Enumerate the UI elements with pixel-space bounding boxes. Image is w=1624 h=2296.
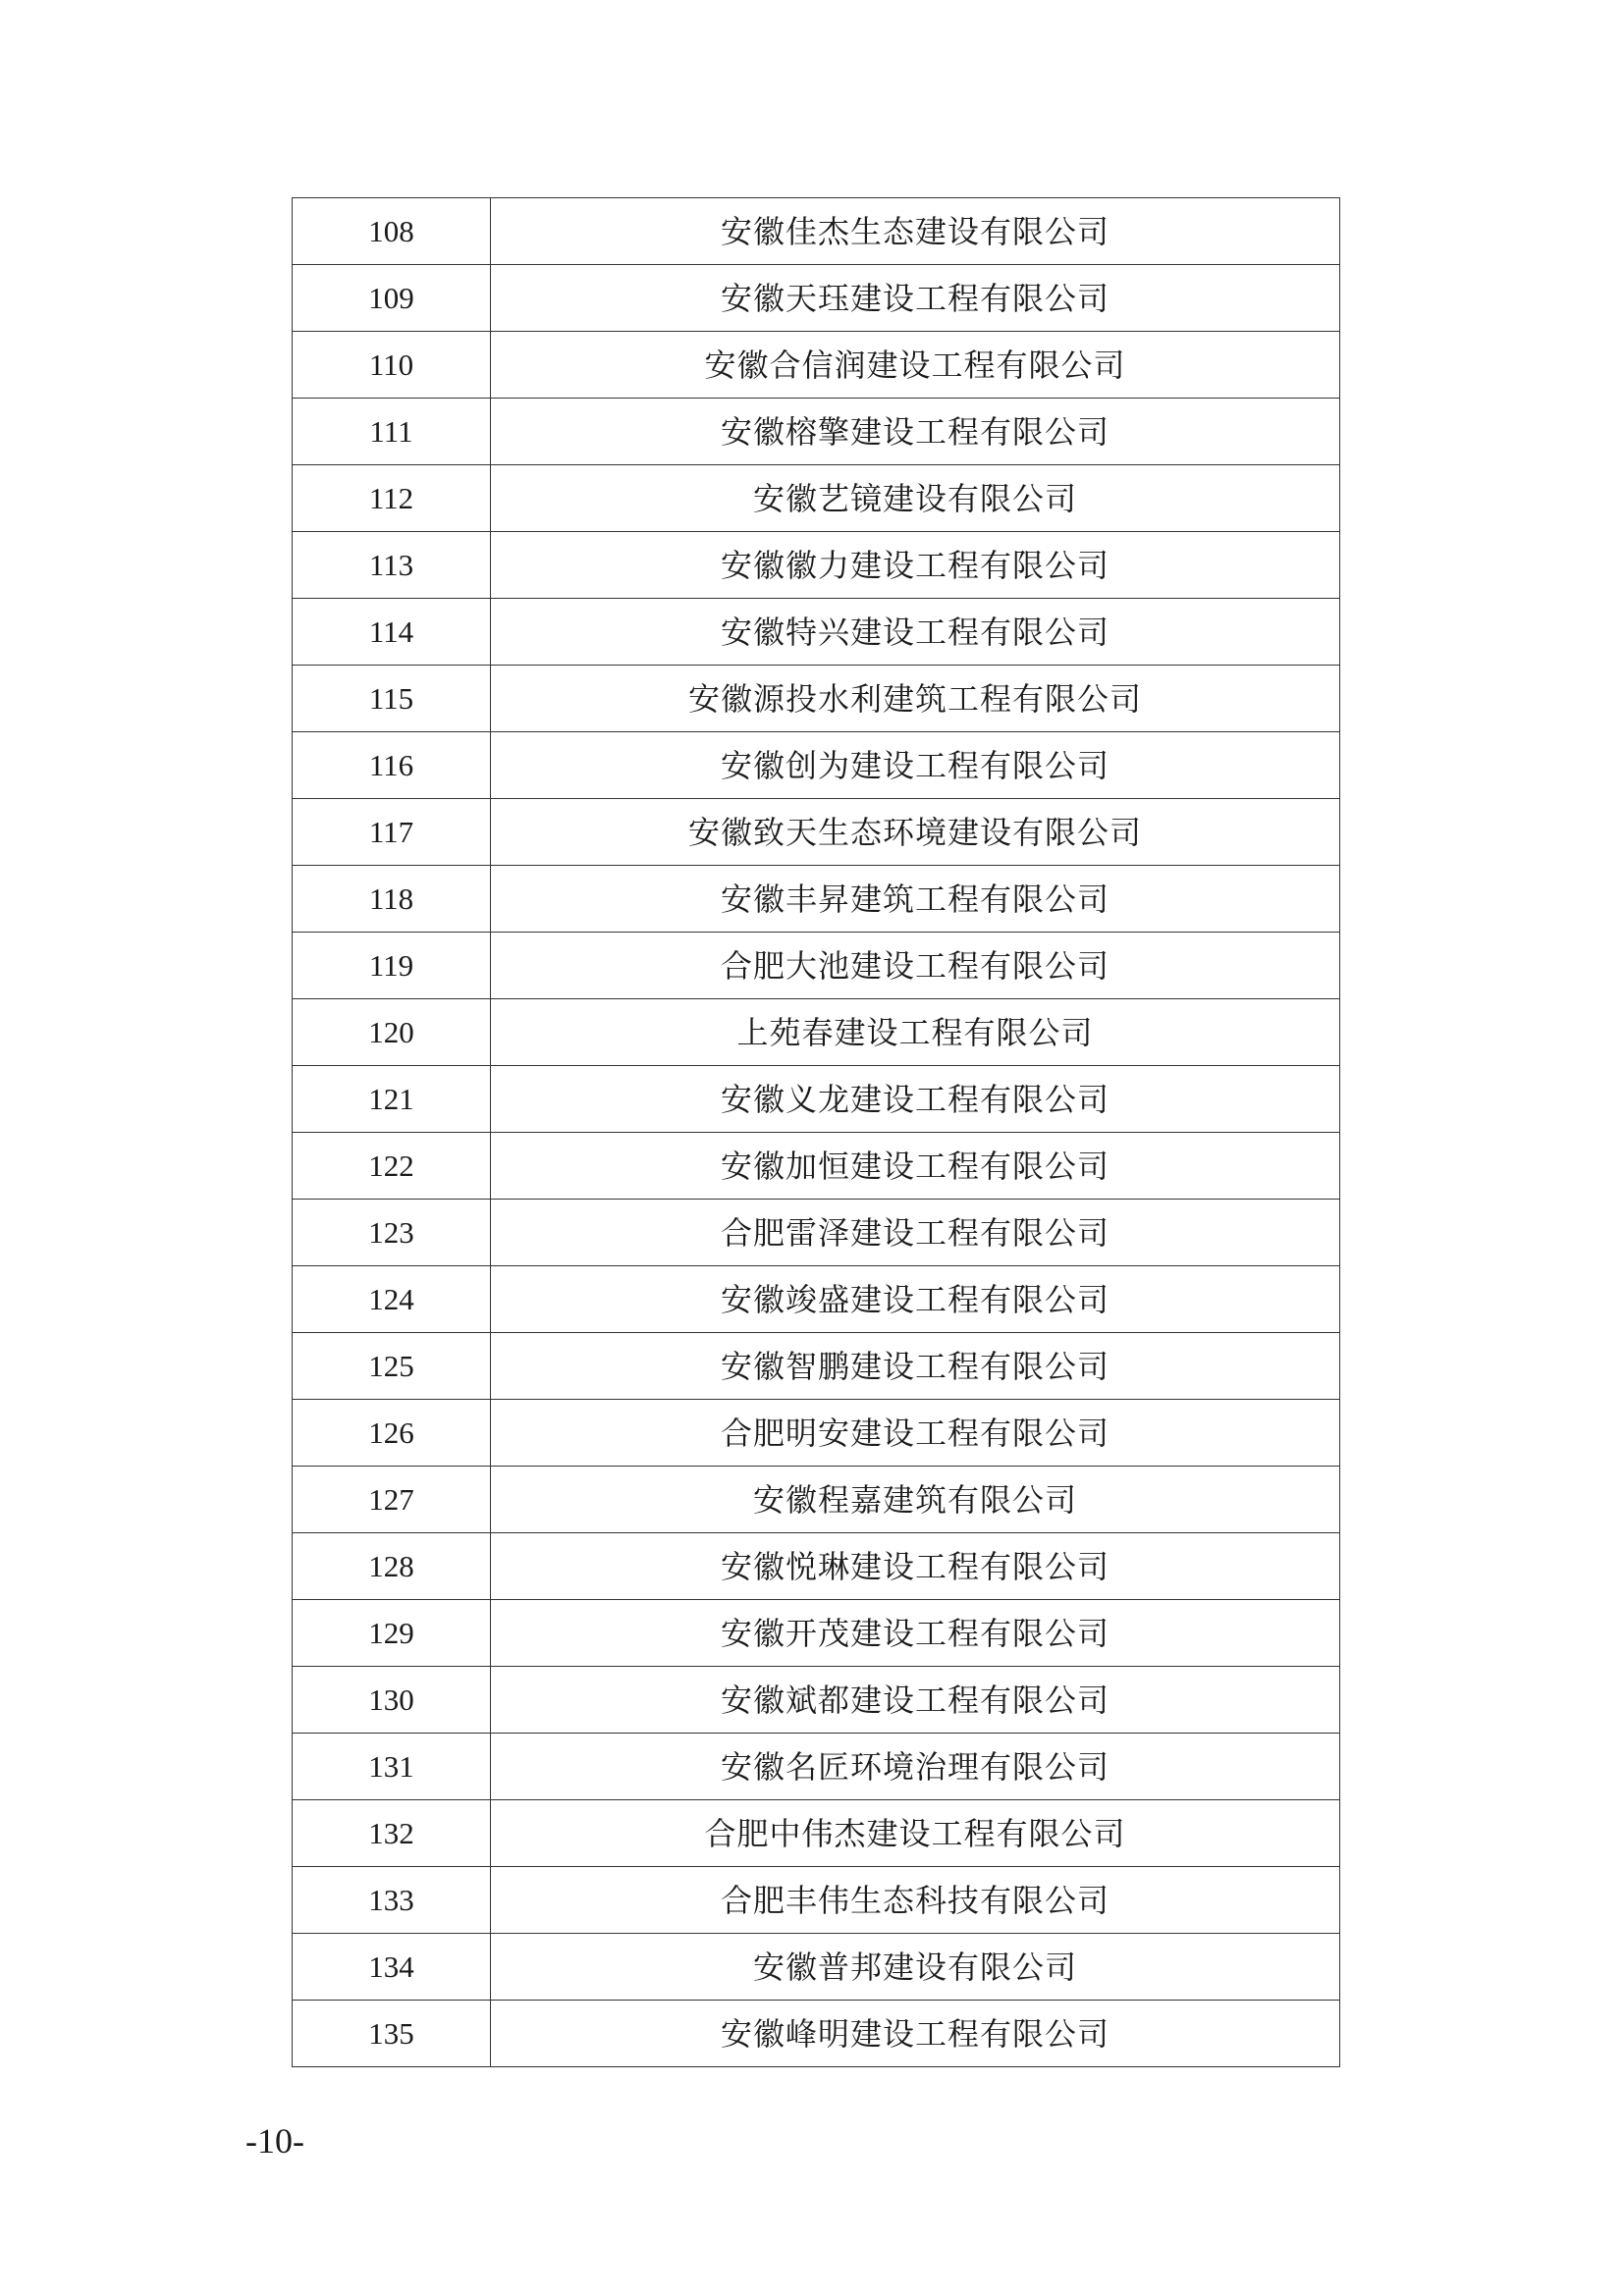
table-row xyxy=(293,399,1340,465)
table-row xyxy=(293,1266,1340,1333)
company-name: 安徽名匠环境治理有限公司 xyxy=(491,1734,1340,1800)
table-row xyxy=(293,599,1340,666)
table-row xyxy=(293,1467,1340,1533)
table-row xyxy=(293,265,1340,332)
company-name: 安徽徽力建设工程有限公司 xyxy=(491,532,1340,599)
table-row xyxy=(293,532,1340,599)
company-name: 安徽悦琳建设工程有限公司 xyxy=(491,1533,1340,1600)
row-number: 122 xyxy=(293,1133,491,1200)
company-name: 安徽普邦建设有限公司 xyxy=(491,1934,1340,2001)
page-number: -10- xyxy=(245,2121,304,2161)
table-row xyxy=(293,1867,1340,1934)
table-row xyxy=(293,1533,1340,1600)
company-name: 安徽榕擎建设工程有限公司 xyxy=(491,399,1340,465)
table-row xyxy=(293,666,1340,732)
table-row xyxy=(293,732,1340,799)
company-name: 合肥明安建设工程有限公司 xyxy=(491,1400,1340,1467)
table-row xyxy=(293,1200,1340,1266)
row-number: 124 xyxy=(293,1266,491,1333)
row-number: 115 xyxy=(293,666,491,732)
table-row xyxy=(293,1600,1340,1667)
row-number: 119 xyxy=(293,933,491,999)
table-row xyxy=(293,1333,1340,1400)
table-row xyxy=(293,999,1340,1066)
table-row xyxy=(293,1400,1340,1467)
row-number: 120 xyxy=(293,999,491,1066)
row-number: 117 xyxy=(293,799,491,866)
company-name: 安徽智鹏建设工程有限公司 xyxy=(491,1333,1340,1400)
table-row xyxy=(293,866,1340,933)
row-number: 113 xyxy=(293,532,491,599)
row-number: 108 xyxy=(293,198,491,265)
row-number: 123 xyxy=(293,1200,491,1266)
row-number: 129 xyxy=(293,1600,491,1667)
table-row xyxy=(293,198,1340,265)
company-name: 安徽艺镜建设有限公司 xyxy=(491,465,1340,532)
row-number: 135 xyxy=(293,2001,491,2067)
row-number: 126 xyxy=(293,1400,491,1467)
row-number: 121 xyxy=(293,1066,491,1133)
table-row xyxy=(293,799,1340,866)
table-row xyxy=(293,1133,1340,1200)
row-number: 128 xyxy=(293,1533,491,1600)
company-name: 安徽丰昇建筑工程有限公司 xyxy=(491,866,1340,933)
company-name: 合肥雷泽建设工程有限公司 xyxy=(491,1200,1340,1266)
company-list-table xyxy=(292,197,1340,2067)
row-number: 118 xyxy=(293,866,491,933)
row-number: 134 xyxy=(293,1934,491,2001)
company-name: 安徽峰明建设工程有限公司 xyxy=(491,2001,1340,2067)
row-number: 110 xyxy=(293,332,491,399)
row-number: 112 xyxy=(293,465,491,532)
company-name: 安徽竣盛建设工程有限公司 xyxy=(491,1266,1340,1333)
table-row xyxy=(293,1800,1340,1867)
company-name: 安徽程嘉建筑有限公司 xyxy=(491,1467,1340,1533)
company-name: 上苑春建设工程有限公司 xyxy=(491,999,1340,1066)
row-number: 127 xyxy=(293,1467,491,1533)
table-row xyxy=(293,332,1340,399)
company-name: 安徽特兴建设工程有限公司 xyxy=(491,599,1340,666)
row-number: 131 xyxy=(293,1734,491,1800)
table-row xyxy=(293,2001,1340,2067)
row-number: 114 xyxy=(293,599,491,666)
row-number: 109 xyxy=(293,265,491,332)
company-name: 安徽源投水利建筑工程有限公司 xyxy=(491,666,1340,732)
company-name: 安徽天珏建设工程有限公司 xyxy=(491,265,1340,332)
row-number: 132 xyxy=(293,1800,491,1867)
table-row xyxy=(293,933,1340,999)
table-row xyxy=(293,1667,1340,1734)
table-row xyxy=(293,1066,1340,1133)
row-number: 125 xyxy=(293,1333,491,1400)
table-row xyxy=(293,1734,1340,1800)
company-name: 安徽合信润建设工程有限公司 xyxy=(491,332,1340,399)
company-list-body xyxy=(293,198,1340,2067)
company-name: 合肥中伟杰建设工程有限公司 xyxy=(491,1800,1340,1867)
company-name: 安徽义龙建设工程有限公司 xyxy=(491,1066,1340,1133)
table-row xyxy=(293,1934,1340,2001)
company-name: 安徽斌都建设工程有限公司 xyxy=(491,1667,1340,1734)
table-row xyxy=(293,465,1340,532)
company-name: 安徽创为建设工程有限公司 xyxy=(491,732,1340,799)
company-name: 合肥丰伟生态科技有限公司 xyxy=(491,1867,1340,1934)
company-name: 安徽开茂建设工程有限公司 xyxy=(491,1600,1340,1667)
row-number: 111 xyxy=(293,399,491,465)
company-name: 安徽加恒建设工程有限公司 xyxy=(491,1133,1340,1200)
row-number: 116 xyxy=(293,732,491,799)
company-name: 安徽致天生态环境建设有限公司 xyxy=(491,799,1340,866)
row-number: 133 xyxy=(293,1867,491,1934)
company-name: 安徽佳杰生态建设有限公司 xyxy=(491,198,1340,265)
row-number: 130 xyxy=(293,1667,491,1734)
company-name: 合肥大池建设工程有限公司 xyxy=(491,933,1340,999)
